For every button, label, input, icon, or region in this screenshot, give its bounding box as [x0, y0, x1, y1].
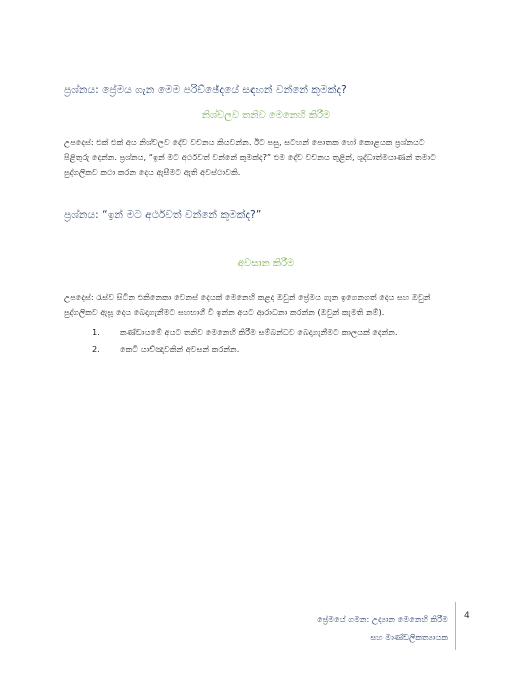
page-number: 4: [464, 611, 470, 621]
section-heading-closing: අවසාන කිරීම: [237, 258, 295, 269]
paragraph-line: පුද්ගලිකව කථා කරන දෙය ඇසීමට ඇති අවස්ථාවකි.: [64, 167, 241, 177]
paragraph-line: පුද්ගලිකව ඇසූ දෙය බෙදාගැනීමට සහභාගී වී ඉන්න අයට ආරාධනා කරන්න (ඔවුන් කැමති නම්).: [64, 307, 385, 317]
paragraph-line: උපදෙස්: රැස්ව සිටින එකිනෙකා වෙනස් දෙයක් මෙනෙහි කළද ඔවුන් ප්‍රේමය ගැන ඉගෙනගත් දෙය සහ ඔවුන්: [64, 292, 431, 302]
list-item-number: 2.: [92, 344, 100, 354]
instructions-paragraph-1: [64, 135, 494, 180]
list-item: [92, 324, 397, 341]
list-item-number: 1.: [92, 327, 100, 337]
question-2: ප්‍රශ්නය: “ඉන් මට අර්ථවත් වන්නේ කුමක්ද?”: [64, 209, 262, 221]
paragraph-line: පිළිතුරු දෙන්න. ප්‍රශ්නය, “ඉන් මට අර්ථවත් වන්නේ කුමක්ද?” එම දේව වචනය තුළින්, ශුද්ධාත්මයාණන් තමාට: [64, 152, 437, 162]
footer-subtitle: සහ මාණ්ඩලිකත්‍යායක: [370, 632, 448, 642]
section-heading-silent-meditation: නිශ්චලව තනිව මෙනෙහි කිරීම: [201, 110, 331, 121]
paragraph-line: උපදෙස්: එක් එක් අය නිශ්චලව දේව වචනය කියවන්න. ඊට පසු, සටහන් පොතක හෝ කොළයක ප්‍රශ්නයට: [64, 137, 425, 147]
footer-title: ප්‍රේමයේ ගමන: උද්‍යාන මෙනෙහි කිරීම: [317, 614, 448, 624]
list-item: [92, 341, 397, 358]
closing-steps-list: [92, 324, 397, 358]
instructions-paragraph-2: [64, 290, 494, 320]
list-item-text: කෙටි යාච්ඤාවකින් අවසන් කරන්න.: [120, 344, 240, 354]
footer-divider: [455, 602, 456, 650]
list-item-text: කණ්ඩායමේ අයට තනිව මෙනෙහි කිරීම සම්බන්ධව බෙදාගැනීමට කාලයක් දෙන්න.: [120, 327, 398, 337]
question-1: ප්‍රශ්නය: ප්‍රේමය ගැන මෙම පරිච්ඡේදයේ සඳහන් වන්නේ කුමක්ද?: [64, 84, 347, 96]
